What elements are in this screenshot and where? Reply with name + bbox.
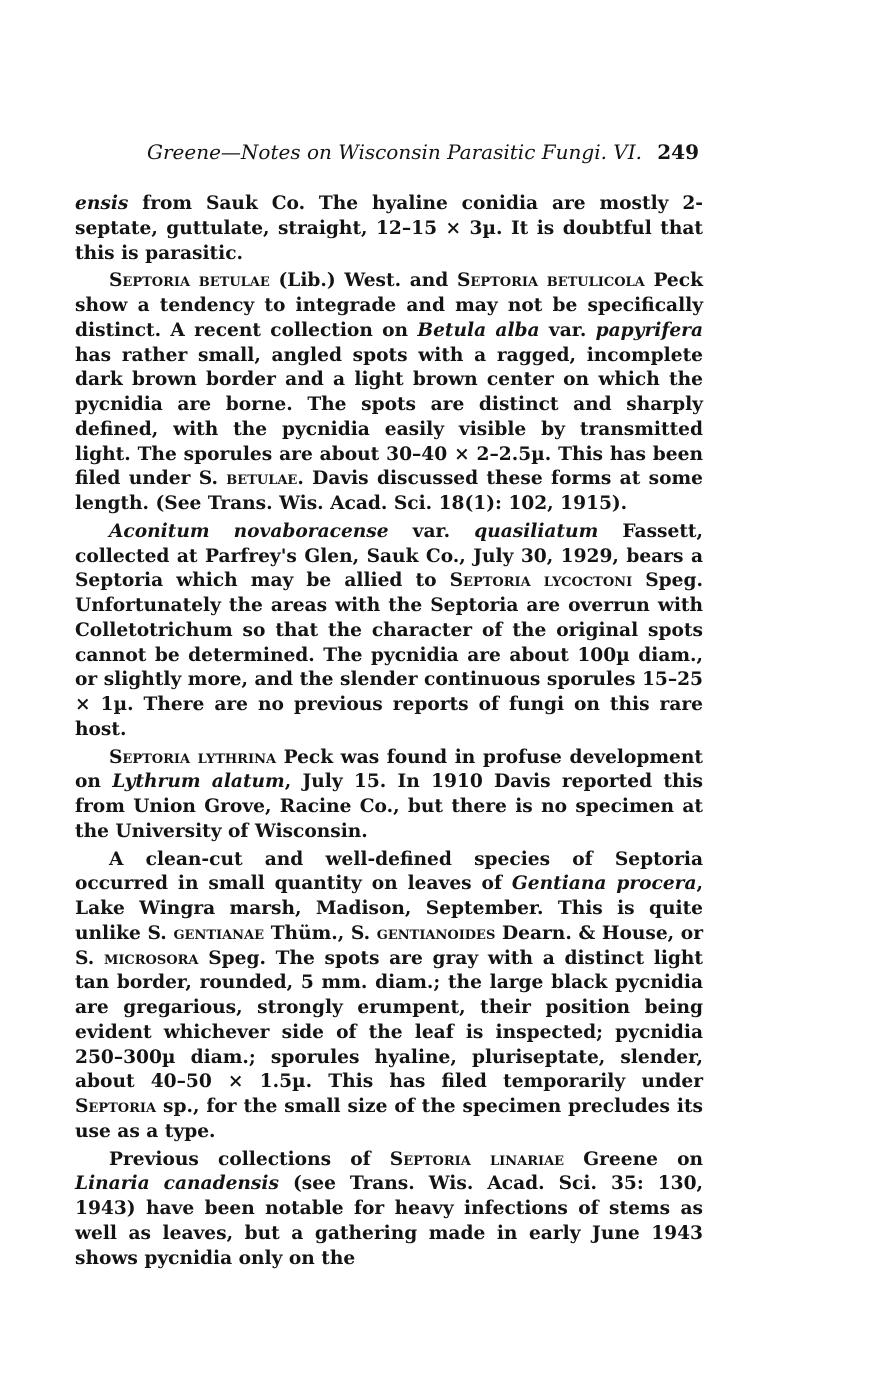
- small-caps-term: betulae: [226, 468, 298, 490]
- running-header: [75, 140, 703, 170]
- text-run: (see Trans. Wis. Acad. Sci. 35: 130, 1943) have been notable for heavy infections of stems as well as leaves, but a gathering made in early June 1943 shows pycnidia only on the: [75, 1173, 704, 1269]
- text-run: , July 15. In 1910 Davis reported this from Union Grove, Racine Co., but there is no specimen at the University of Wisconsin.: [75, 771, 703, 842]
- text-run: Speg. Unfortunately the areas with the Septoria are overrun with Colletotrichum so that the character of the original spots cannot be determined. The pycnidia are about 100µ diam., or slightly more, and the slender continuous sporules 15–25 × 1µ. There are no previous reports of fungi on this rare host.: [75, 570, 703, 740]
- text-run: . Davis discussed these forms at some length. (See Trans. Wis. Acad. Sci. 18(1): 102, 1915).: [75, 468, 703, 514]
- text-run: Previous collections of: [109, 1148, 390, 1170]
- body-paragraph: [75, 192, 703, 266]
- italic-term: Betula alba: [417, 319, 540, 341]
- italic-term: Aconitum novaboracense: [109, 520, 389, 542]
- text-run: var.: [388, 520, 475, 542]
- italic-term: Linaria canadensis: [75, 1173, 279, 1195]
- italic-term: ensis: [75, 193, 129, 214]
- body-paragraph: [75, 520, 703, 743]
- text-run: Thüm., S.: [264, 922, 377, 944]
- text-run: (Lib.) West. and: [269, 270, 457, 292]
- small-caps-term: Septoria betulae: [109, 270, 270, 292]
- text-run: has rather small, angled spots with a ragged, incomplete dark brown border and a light brown center on which the pycnidia are borne. The spots are distinct and sharply defined, with the pycnidia easily visible by transmitted light. The sporules are about 30–40 × 2–2.5µ. This has been filed under S.: [75, 344, 703, 490]
- text-run: , Lake Wingra marsh, Madison, September. This is quite unlike S.: [75, 873, 703, 944]
- book-page: [75, 140, 703, 1274]
- page-number: 249: [657, 140, 699, 164]
- small-caps-term: Septoria lycoctoni: [449, 570, 633, 592]
- body-paragraph: [75, 746, 703, 845]
- small-caps-term: Septoria: [75, 1096, 157, 1117]
- small-caps-term: Septoria betulicola: [456, 270, 645, 292]
- body-paragraph: [75, 269, 703, 517]
- running-title: Greene—Notes on Wisconsin Parasitic Fungi. VI.: [147, 140, 642, 164]
- small-caps-term: microsora: [103, 947, 199, 969]
- article-body: [75, 192, 703, 1271]
- text-run: Peck show a tendency to integrade and may not be specifically distinct. A recent collection on: [75, 270, 703, 341]
- italic-term: Gentiana procera: [511, 873, 697, 895]
- text-run: Fassett, collected at Parfrey's Glen, Sauk Co., July 30, 1929, bears a Septoria which may be allied to: [75, 520, 703, 592]
- italic-term: quasiliatum: [474, 520, 599, 542]
- body-paragraph: [75, 848, 703, 1145]
- small-caps-term: Septoria linariae: [389, 1148, 565, 1170]
- text-run: Speg. The spots are gray with a distinct light tan border, rounded, 5 mm. diam.; the large black pycnidia are gregarious, strongly erumpent, their position being evident whichever side of the leaf is inspected; pycnidia 250–300µ diam.; sporules hyaline, pluriseptate, slender, about 40–50 × 1.5µ. This has filed temporarily under: [75, 947, 703, 1093]
- body-paragraph: [75, 1148, 703, 1272]
- text-run: from Sauk Co. The hyaline conidia are mostly 2-septate, guttulate, straight, 12–15 × 3µ. It is doubtful that this is parasitic.: [75, 193, 703, 264]
- small-caps-term: Septoria lythrina: [109, 746, 277, 768]
- italic-term: papyrifera: [595, 319, 703, 341]
- small-caps-term: gentianoides: [376, 922, 496, 944]
- text-run: Dearn. & House, or S.: [75, 922, 704, 969]
- text-run: Greene on: [564, 1148, 703, 1170]
- text-run: A clean-cut and well-defined species of Septoria occurred in small quantity on leaves of: [75, 848, 703, 895]
- text-run: sp., for the small size of the specimen precludes its use as a type.: [75, 1096, 703, 1142]
- text-run: Peck was found in profuse development on: [75, 746, 703, 793]
- text-run: var.: [539, 319, 596, 341]
- small-caps-term: gentianae: [173, 922, 265, 944]
- italic-term: Lythrum alatum: [112, 771, 285, 793]
